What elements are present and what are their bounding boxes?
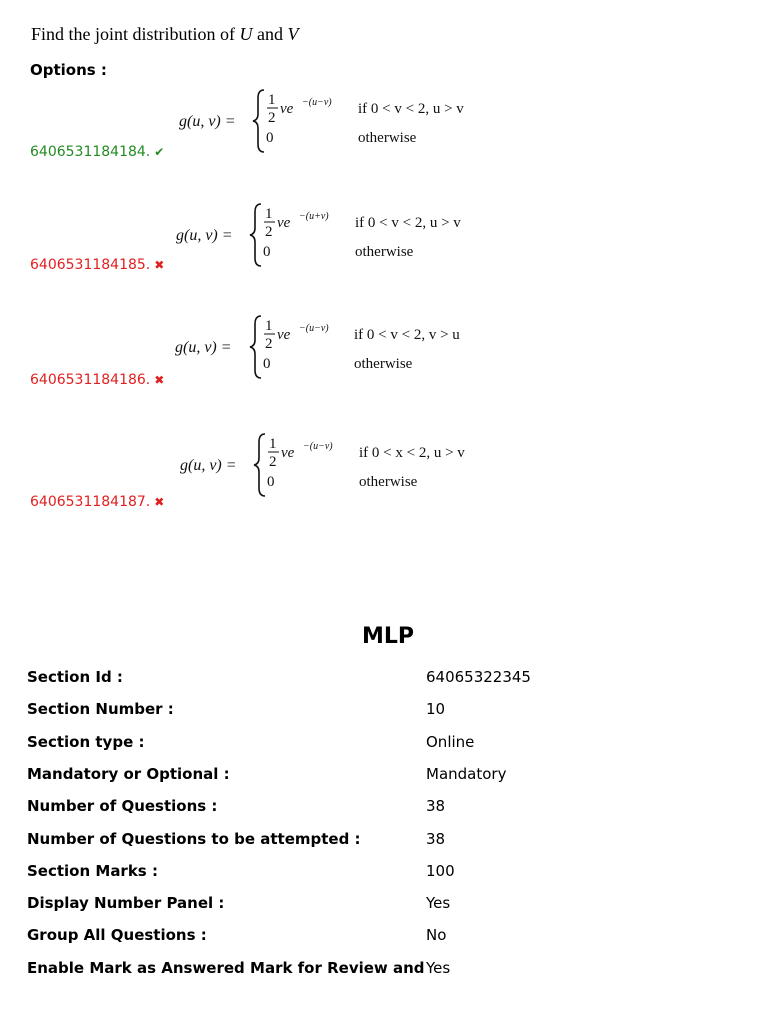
formula-condition: if 0 < v < 2, u > v xyxy=(355,215,461,231)
formula-zero: 0 xyxy=(263,244,271,260)
formula-expr: ve xyxy=(277,327,291,343)
fraction-denominator: 2 xyxy=(265,336,273,352)
section-row-label: Section Marks : xyxy=(27,861,158,880)
section-row-value: 38 xyxy=(426,829,446,848)
section-row-value: Yes xyxy=(426,894,451,913)
section-row-value: Yes xyxy=(426,958,451,977)
section-row xyxy=(27,733,747,757)
formula-otherwise: otherwise xyxy=(358,130,417,146)
left-brace xyxy=(253,90,264,152)
section-row xyxy=(27,797,747,821)
section-row-value: Online xyxy=(426,732,475,751)
option-2-formula xyxy=(0,200,768,280)
formula-otherwise: otherwise xyxy=(355,244,414,260)
section-row-value: 38 xyxy=(426,797,446,816)
formula-exponent: −(u−v) xyxy=(299,323,329,334)
formula-func: g(u, v) = xyxy=(175,339,232,356)
left-brace xyxy=(250,204,261,266)
fraction-numerator: 1 xyxy=(268,92,276,108)
section-row xyxy=(27,959,747,983)
cross-icon: ✖ xyxy=(154,258,165,272)
question-var-v: V xyxy=(287,24,299,44)
section-title: MLP xyxy=(361,624,415,649)
fraction-numerator: 1 xyxy=(265,318,273,334)
question-text xyxy=(31,24,299,45)
section-row xyxy=(27,926,747,950)
formula-exponent: −(u−v) xyxy=(302,97,332,108)
fraction-denominator: 2 xyxy=(269,454,277,470)
cross-icon: ✖ xyxy=(154,373,165,387)
fraction-denominator: 2 xyxy=(268,110,276,126)
cross-icon: ✖ xyxy=(154,495,165,509)
section-row-label: Mandatory or Optional : xyxy=(27,764,230,783)
section-row-label: Section Number : xyxy=(27,700,174,719)
option-4-formula xyxy=(0,430,768,510)
option-id-text: 6406531184184. xyxy=(30,144,151,160)
section-row-value: 64065322345 xyxy=(426,668,531,686)
fraction-denominator: 2 xyxy=(265,224,273,240)
formula-condition: if 0 < v < 2, v > u xyxy=(354,327,460,343)
option-id-text: 6406531184185. xyxy=(30,257,151,273)
section-row xyxy=(27,668,747,692)
section-row-value: Mandatory xyxy=(426,764,507,783)
formula-expr: ve xyxy=(277,215,291,231)
section-row xyxy=(27,830,747,854)
section-row xyxy=(27,862,747,886)
question-prefix: Find the joint distribution of xyxy=(31,24,240,44)
formula-zero: 0 xyxy=(263,356,271,372)
section-row-label: Number of Questions : xyxy=(27,797,218,816)
left-brace xyxy=(250,316,261,378)
option-1-formula xyxy=(0,86,768,166)
formula-condition: if 0 < v < 2, u > v xyxy=(358,101,464,117)
section-row-value: 100 xyxy=(426,861,455,880)
section-row-label: Enable Mark as Answered Mark for Review and xyxy=(27,958,425,977)
formula-func: g(u, v) = xyxy=(176,227,233,244)
section-row-label: Display Number Panel : xyxy=(27,894,225,913)
section-row-value: No xyxy=(426,926,447,945)
formula-condition: if 0 < x < 2, u > v xyxy=(359,445,465,461)
formula-func: g(u, v) = xyxy=(179,113,236,130)
section-row xyxy=(27,894,747,918)
option-3-formula xyxy=(0,312,768,392)
section-row-label: Section Id : xyxy=(27,668,123,686)
formula-func: g(u, v) = xyxy=(180,457,237,474)
section-row-label: Group All Questions : xyxy=(27,926,207,945)
section-row-value: 10 xyxy=(426,700,446,719)
left-brace xyxy=(254,434,265,496)
formula-zero: 0 xyxy=(266,130,274,146)
section-row-label: Number of Questions to be attempted : xyxy=(27,829,361,848)
formula-exponent: −(u−v) xyxy=(303,441,333,452)
question-var-u: U xyxy=(239,24,253,44)
check-icon: ✔ xyxy=(154,145,165,159)
option-id-text: 6406531184187. xyxy=(30,494,151,510)
formula-otherwise: otherwise xyxy=(359,474,418,490)
options-label: Options : xyxy=(30,61,107,79)
formula-exponent: −(u+v) xyxy=(299,211,329,222)
option-id-text: 6406531184186. xyxy=(30,372,151,388)
question-conj: and xyxy=(252,24,288,44)
section-row xyxy=(27,765,747,789)
fraction-numerator: 1 xyxy=(265,206,273,222)
formula-expr: ve xyxy=(281,445,295,461)
formula-otherwise: otherwise xyxy=(354,356,413,372)
formula-zero: 0 xyxy=(267,474,275,490)
section-row-label: Section type : xyxy=(27,732,145,751)
formula-expr: ve xyxy=(280,101,294,117)
fraction-numerator: 1 xyxy=(269,436,277,452)
section-row xyxy=(27,700,747,724)
